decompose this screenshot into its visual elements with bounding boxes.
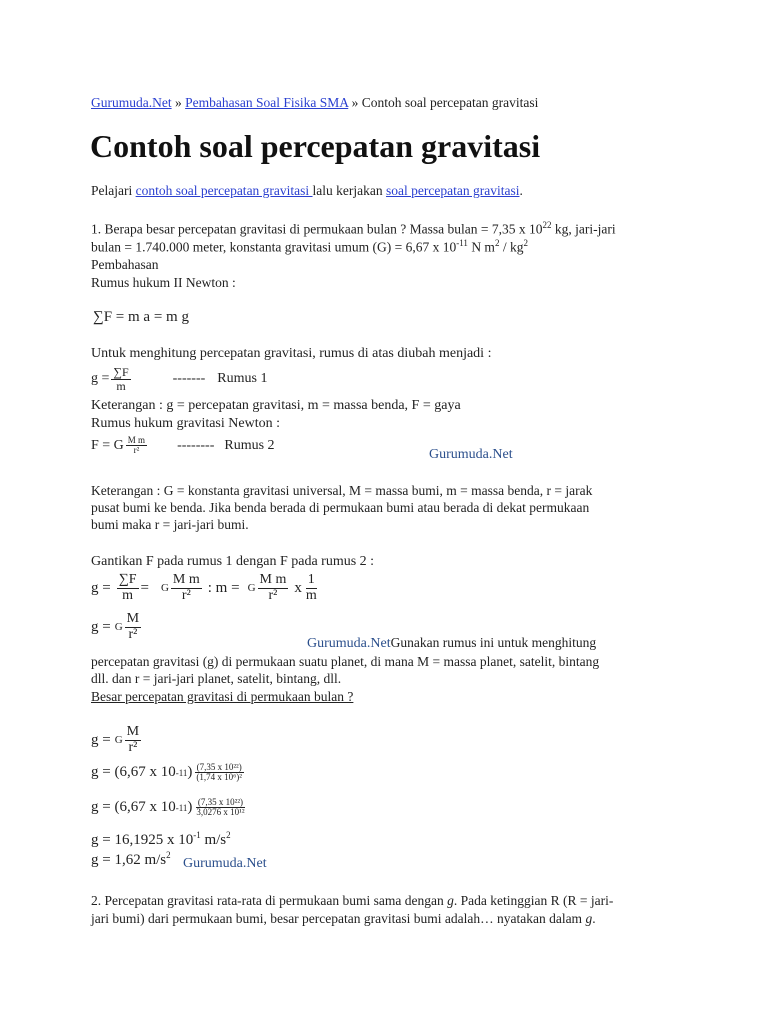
fraction-m-over-r2 xyxy=(125,612,141,642)
question-2-line-2 xyxy=(91,911,596,927)
q1-exponent: 2 xyxy=(523,238,528,248)
q1-exponent: 22 xyxy=(542,220,552,230)
q2-variable: g xyxy=(447,893,454,908)
denominator: r² xyxy=(128,626,138,642)
breadcrumb-category-link[interactable]: Pembahasan Soal Fisika SMA xyxy=(185,95,349,110)
keterangan-2-line-3: bumi maka r = jari-jari bumi. xyxy=(91,517,249,532)
q1-exponent: -11 xyxy=(456,238,468,248)
q1-exponent: 2 xyxy=(494,238,500,248)
q2-text: 2. Percepatan gravitasi rata-rata di permukaan bumi sama dengan xyxy=(91,893,448,908)
q1-text: kg, jari-jari xyxy=(551,221,616,237)
dashes: ------- xyxy=(172,371,206,387)
f-symbol: F = G xyxy=(91,437,124,453)
calc-line-1 xyxy=(91,725,143,755)
fraction-mm-over-r2 xyxy=(126,436,147,456)
page-title: Contoh soal percepatan gravitasi xyxy=(90,128,541,164)
intro-suffix: . xyxy=(519,183,523,198)
rumus-1-label: Rumus 1 xyxy=(217,371,268,387)
q1-text: 1. Berapa besar percepatan gravitasi di permukaan bulan ? Massa bulan = 7,35 x 10 xyxy=(91,221,543,237)
rumus-gravitasi-label: Rumus hukum gravitasi Newton : xyxy=(91,416,280,431)
intro-prefix: Pelajari xyxy=(91,183,136,198)
exponent: 2 xyxy=(226,830,231,840)
denominator: m xyxy=(305,587,317,603)
fraction-mass-over-radius-squared xyxy=(194,798,246,818)
q2-variable: g xyxy=(585,911,593,926)
rumus-2-label: Rumus 2 xyxy=(224,437,275,453)
numerator: M m xyxy=(172,572,200,587)
breadcrumb-separator: » xyxy=(171,95,186,110)
g-symbol: g = xyxy=(91,731,111,748)
numerator: ∑F xyxy=(118,572,137,587)
G-symbol: G xyxy=(247,582,256,595)
numerator: (7,35 x 10²²) xyxy=(196,762,242,772)
exponent: -1 xyxy=(193,830,201,840)
q1-text: / kg xyxy=(499,239,524,255)
fraction-m-over-r2 xyxy=(125,725,141,755)
gunakan-text: Gunakan rumus ini untuk menghitung xyxy=(390,635,597,650)
substitution-equation xyxy=(91,573,321,603)
G-symbol: G xyxy=(160,582,169,595)
q1-text: bulan = 1.740.000 meter, konstanta gravitasi umum (G) = 6,67 x 10 xyxy=(91,239,457,255)
times: x xyxy=(294,579,302,596)
G-symbol: G xyxy=(114,621,123,634)
equals: = xyxy=(140,579,149,596)
breadcrumb-separator: » xyxy=(348,95,362,110)
watermark: Gurumuda.Net xyxy=(307,636,391,651)
fraction-sumf-over-m xyxy=(117,573,139,603)
rumus-2-equation xyxy=(91,436,275,456)
calc-text: g = (6,67 x 10 xyxy=(91,764,176,781)
breadcrumb-current: Contoh soal percepatan gravitasi xyxy=(361,95,539,110)
g-symbol: g = xyxy=(91,579,111,596)
question-1-line-1 xyxy=(91,220,616,238)
exponent: 2 xyxy=(166,850,171,860)
denominator: (1,74 x 10⁶)² xyxy=(196,772,242,783)
calc-text: g = 16,1925 x 10 xyxy=(91,832,194,848)
fraction-mass-over-radius xyxy=(194,763,244,783)
fraction-sumf-over-m xyxy=(111,366,130,392)
g-gm-r2-equation xyxy=(91,612,143,642)
link-contoh-soal[interactable]: contoh soal percepatan gravitasi xyxy=(135,183,313,198)
numerator: M m xyxy=(127,435,146,445)
keterangan-2-line-1: Keterangan : G = konstanta gravitasi universal, M = massa bumi, m = massa benda, r = jarak xyxy=(91,483,593,498)
calc-result: g = 1,62 m/s xyxy=(91,852,167,868)
exponent: -11 xyxy=(175,767,188,778)
fraction-mm-over-r2 xyxy=(171,573,202,603)
link-soal[interactable]: soal percepatan gravitasi xyxy=(386,183,520,198)
fraction-mm-over-r2 xyxy=(258,573,289,603)
watermark: Gurumuda.Net xyxy=(429,447,513,462)
gunakan-line xyxy=(307,635,596,652)
denominator: m xyxy=(122,587,134,603)
calc-line-3 xyxy=(91,798,249,818)
rumus-1-equation xyxy=(91,366,267,392)
calc-text: ) xyxy=(187,764,193,781)
denominator: r² xyxy=(128,739,138,755)
G-symbol: G xyxy=(114,734,123,747)
fraction-1-over-m xyxy=(304,573,319,603)
rumus-newton2-label: Rumus hukum II Newton : xyxy=(91,275,236,290)
q2-text: jari bumi) dari permukaan bumi, besar percepatan gravitasi bumi adalah… nyatakan dalam xyxy=(91,911,586,926)
numerator: (7,35 x 10²²) xyxy=(197,797,244,807)
g-symbol: g = xyxy=(91,618,111,635)
untuk-text: Untuk menghitung percepatan gravitasi, rumus di atas diubah menjadi : xyxy=(91,346,492,361)
sum-force-equation: ∑F = m a = m g xyxy=(93,309,189,325)
question-2-line-1 xyxy=(91,893,613,909)
breadcrumb-home-link[interactable]: Gurumuda.Net xyxy=(91,95,172,110)
dashes: -------- xyxy=(177,437,215,453)
denominator: r² xyxy=(181,587,191,603)
intro-middle: lalu kerjakan xyxy=(312,183,387,198)
keterangan-2-line-2: pusat bumi ke benda. Jika benda berada di permukaan bumi atau berada di dekat permukaan xyxy=(91,500,590,515)
numerator: M xyxy=(126,724,140,739)
numerator: ∑F xyxy=(113,365,129,379)
calc-line-2 xyxy=(91,763,246,783)
besar-heading: Besar percepatan gravitasi di permukaan bulan ? xyxy=(91,689,354,704)
denominator: r² xyxy=(133,445,140,456)
calc-line-4 xyxy=(91,830,231,849)
numerator: M xyxy=(126,611,140,626)
denominator: 3,0276 x 10¹² xyxy=(196,807,245,818)
keterangan-1: Keterangan : g = percepatan gravitasi, m = massa benda, F = gaya xyxy=(91,398,461,413)
denominator: m xyxy=(116,378,126,393)
calc-text: g = (6,67 x 10 xyxy=(91,799,176,816)
numerator: 1 xyxy=(307,572,315,587)
calc-line-5 xyxy=(91,850,171,869)
g-symbol: g = xyxy=(91,371,110,387)
intro-paragraph xyxy=(91,183,523,199)
unit: m/s xyxy=(200,832,227,848)
q1-text: N m xyxy=(467,239,495,255)
q2-text: . xyxy=(592,911,596,926)
gantikan-text: Gantikan F pada rumus 1 dengan F pada rumus 2 : xyxy=(91,554,375,569)
colon-m: : m = xyxy=(207,579,240,596)
gunakan-line-3: dll. dan r = jari-jari planet, satelit, bintang, dll. xyxy=(91,671,342,686)
gunakan-line-2: percepatan gravitasi (g) di permukaan suatu planet, di mana M = massa planet, satelit, bintang xyxy=(91,654,600,669)
watermark: Gurumuda.Net xyxy=(183,856,267,871)
q2-text: . Pada ketinggian R (R = jari- xyxy=(453,893,614,908)
calc-text: ) xyxy=(187,799,193,816)
pembahasan-label: Pembahasan xyxy=(91,257,159,272)
numerator: M m xyxy=(259,572,287,587)
denominator: r² xyxy=(268,587,278,603)
question-1-line-2 xyxy=(91,238,528,256)
breadcrumb xyxy=(91,95,538,111)
exponent: -11 xyxy=(175,802,188,813)
